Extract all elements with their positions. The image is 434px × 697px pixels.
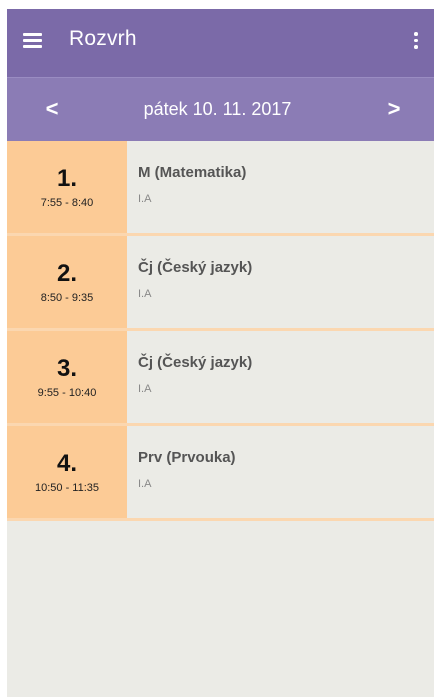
lesson-detail-cell (127, 236, 434, 328)
lesson-number: 3. (56, 355, 77, 382)
date-navigation-bar (7, 78, 434, 141)
lesson-period-cell (7, 426, 127, 518)
lesson-class: I.A (138, 383, 152, 395)
lesson-row[interactable] (7, 141, 434, 236)
lesson-subject: Čj (Český jazyk) (138, 354, 253, 371)
more-vert-icon[interactable] (414, 32, 418, 50)
lesson-list (7, 141, 434, 521)
lesson-time: 7:55 - 8:40 (40, 197, 94, 209)
lesson-subject: M (Matematika) (138, 164, 247, 181)
app-screen (7, 9, 434, 697)
lesson-number: 4. (56, 450, 77, 477)
lesson-time: 8:50 - 9:35 (40, 292, 94, 304)
lesson-row[interactable] (7, 236, 434, 331)
lesson-class: I.A (138, 288, 152, 300)
lesson-subject: Čj (Český jazyk) (138, 259, 253, 276)
next-day-button[interactable]: > (387, 96, 401, 121)
current-date-label: pátek 10. 11. 2017 (143, 99, 292, 119)
lesson-row[interactable] (7, 426, 434, 521)
lesson-number: 1. (56, 165, 77, 192)
lesson-time: 9:55 - 10:40 (37, 387, 97, 399)
lesson-row[interactable] (7, 331, 434, 426)
lesson-period-cell (7, 331, 127, 423)
lesson-class: I.A (138, 478, 152, 490)
app-bar (7, 9, 434, 77)
app-title: Rozvrh (69, 27, 137, 50)
lesson-period-cell (7, 141, 127, 233)
lesson-detail-cell (127, 141, 434, 233)
previous-day-button[interactable]: < (45, 96, 59, 121)
lesson-time: 10:50 - 11:35 (34, 482, 99, 494)
lesson-detail-cell (127, 331, 434, 423)
lesson-subject: Prv (Prvouka) (138, 449, 236, 466)
lesson-period-cell (7, 236, 127, 328)
lesson-number: 2. (56, 260, 77, 287)
lesson-detail-cell (127, 426, 434, 518)
hamburger-menu-icon[interactable] (23, 33, 42, 47)
lesson-class: I.A (138, 193, 152, 205)
